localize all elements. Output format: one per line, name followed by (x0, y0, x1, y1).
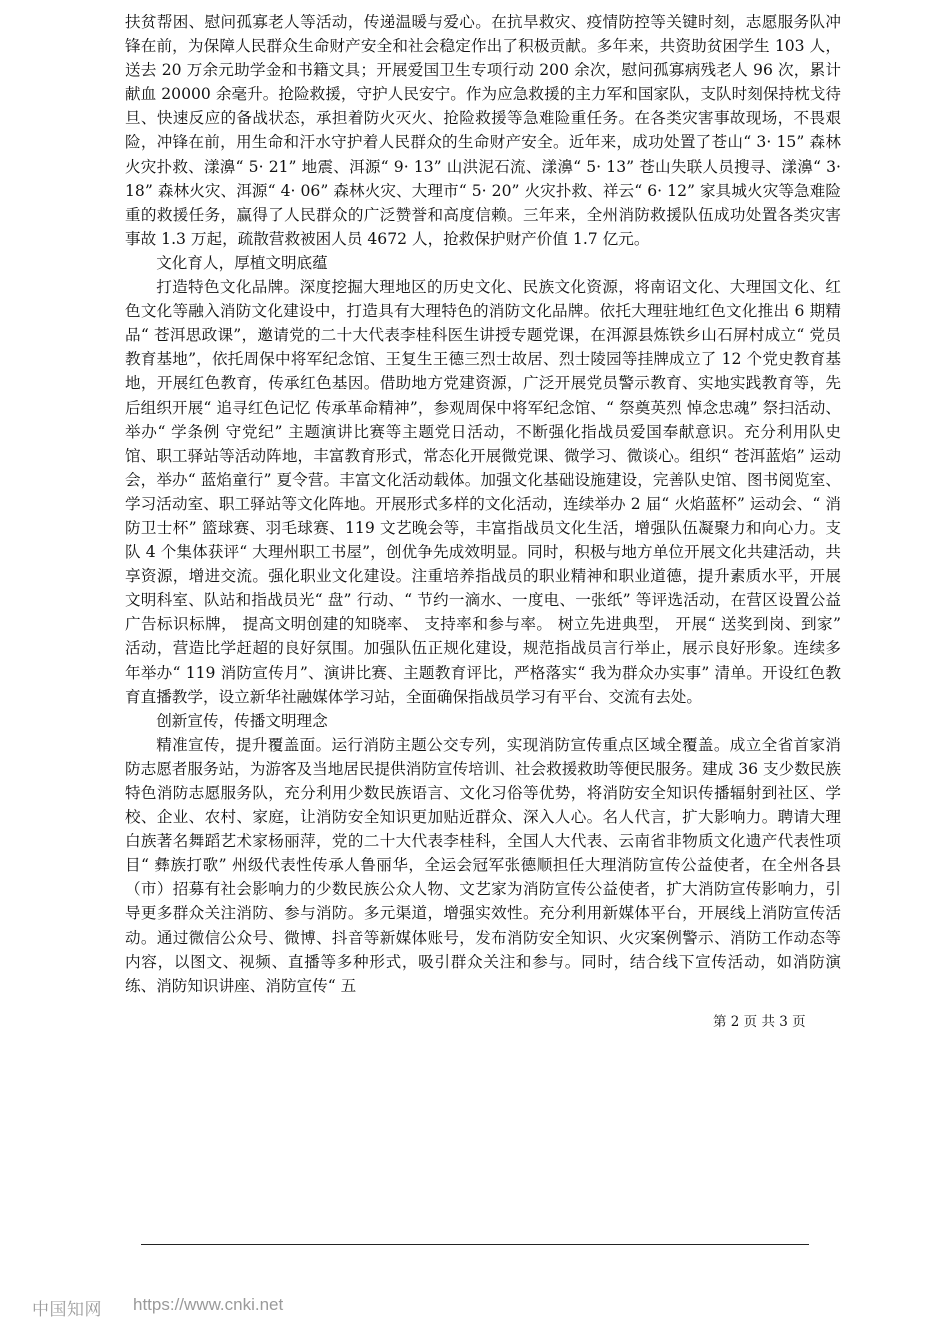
page-number: 第 2 页 共 3 页 (713, 1014, 806, 1030)
section-heading-publicity: 创新宣传，传播文明理念 (156, 711, 328, 730)
paragraph-culture: 打造特色文化品牌。深度挖掘大理地区的历史文化、民族文化资源，将南诏文化、大理国文化、红色文化等融入消防文化建设中，打造具有大理特色的消防文化品牌。依托大理驻地红色文化推出 6 期精品“ 苍洱思政课”，邀请党的二十大代表李桂科医生讲授专题党课，在洱源县炼铁乡山石屏村成立“ 党员教育基地”，依托周保中将军纪念馆、王复生王德三烈士故居、烈士陵园等挂牌成立了 12 个党史教育基地，开展红色教育，传承红色基因。借助地方党建资源，广泛开展党员警示教育、实地实践教育等，先后组织开展“ 追寻红色记忆 传承革命精神”，参观周保中将军纪念馆、“ 祭奠英烈 悼念忠魂” 祭扫活动、举办“ 学条例 守党纪” 主题演讲比赛等主题党日活动，不断强化指战员爱国奉献意识。充分利用队史馆、职工驿站等活动阵地，丰富教育形式，常态化开展微党课、微学习、微谈心。组织“ 苍洱蓝焰” 运动会，举办“ 蓝焰童行” 夏令营。丰富文化活动载体。加强文化基础设施建设，完善队史馆、图书阅览室、学习活动室、职工驿站等文化阵地。开展形式多样的文化活动，连续举办 2 届“ 火焰蓝杯” 运动会、“ 消防卫士杯” 篮球赛、羽毛球赛、119 文艺晚会等，丰富指战员文化生活，增强队伍凝聚力和向心力。支队 4 个集体获评“ 大理州职工书屋”，创优争先成效明显。同时，积极与地方单位开展文化共建活动，共享资源，增进交流。强化职业文化建设。注重培养指战员的职业精神和职业道德，提升素质水平，开展文明科室、队站和指战员光“ 盘” 行动、“ 节约一滴水、一度电、一张纸” 等评选活动，在营区设置公益广告标识标牌， 提高文明创建的知晓率、 支持率和参与率。 树立先进典型， 开展“ 送奖到岗、到家” 活动，营造比学赶超的良好氛围。加强队伍正规化建设，规范指战员言行举止，展示良好形象。连续多年举办“ 119 消防宣传月”、演讲比赛、主题教育评比，严格落实“ 我为群众办实事” 清单。开设红色教育直播教学，设立新华社融媒体学习站，全面确保指战员学习有平台、交流有去处。 (125, 278, 841, 706)
footer-divider (141, 1244, 809, 1245)
paragraph-volunteer-rescue: 扶贫帮困、慰问孤寡老人等活动，传递温暖与爱心。在抗旱救灾、疫情防控等关键时刻，志愿服务队冲锋在前，为保障人民群众生命财产安全和社会稳定作出了积极贡献。多年来，共资助贫困学生 103 人，送去 20 万余元助学金和书籍文具；开展爱国卫生专项行动 200 余次，慰问孤寡病残老人 96 次，累计献血 20000 余毫升。抢险救援，守护人民安宁。作为应急救援的主力军和国家队，支队时刻保持枕戈待旦、快速反应的备战状态，承担着防火灭火、抢险救援等急难险重任务。在各类灾害事故现场，不畏艰险，冲锋在前，用生命和汗水守护着人民群众的生命财产安全。近年来，成功处置了苍山“ 3· 15” 森林火灾扑救、漾濞“ 5· 21” 地震、洱源“ 9· 13” 山洪泥石流、漾濞“ 5· 13” 苍山失联人员搜寻、漾濞“ 3· 18” 森林火灾、洱源“ 4· 06” 森林火灾、大理市“ 5· 20” 火灾扑救、祥云“ 6· 12” 家具城火灾等急难险重的救援任务，赢得了人民群众的广泛赞誉和高度信赖。三年来，全州消防救援队伍成功处置各类灾害事故 1.3 万起，疏散营救被困人员 4672 人，抢救保护财产价值 1.7 亿元。 (125, 13, 841, 248)
cnki-url[interactable]: https://www.cnki.net (133, 1295, 284, 1314)
cnki-logo-text: 中国知网 (32, 1300, 102, 1320)
paragraph-publicity: 精准宣传，提升覆盖面。运行消防主题公交专列，实现消防宣传重点区域全覆盖。成立全省首家消防志愿者服务站，为游客及当地居民提供消防宣传培训、社会救援救助等便民服务。建成 36 支少数民族特色消防志愿服务队，充分利用少数民族语言、文化习俗等优势，将消防安全知识传播辐射到社区、学校、企业、农村、家庭，让消防安全知识更加贴近群众、深入人心。名人代言，扩大影响力。聘请大理白族著名舞蹈艺术家杨丽萍，党的二十大代表李桂科，全国人大代表、云南省非物质文化遗产代表性项目“ 彝族打歌” 州级代表性传承人鲁丽华，全运会冠军张德顺担任大理消防宣传公益使者，在全州各县（市）招募有社会影响力的少数民族公众人物、文艺家为消防宣传公益使者，扩大消防宣传影响力，引导更多群众关注消防、参与消防。多元渠道，增强实效性。充分利用新媒体平台，开展线上消防宣传活动。通过微信公众号、微博、抖音等新媒体账号，发布消防安全知识、火灾案例警示、消防工作动态等内容，以图文、视频、直播等多种形式，吸引群众关注和参与。同时，结合线下宣传活动，如消防演练、消防知识讲座、消防宣传“ 五 (125, 735, 841, 995)
body-text (125, 10, 841, 998)
section-heading-culture: 文化育人，厚植文明底蕴 (156, 253, 328, 272)
